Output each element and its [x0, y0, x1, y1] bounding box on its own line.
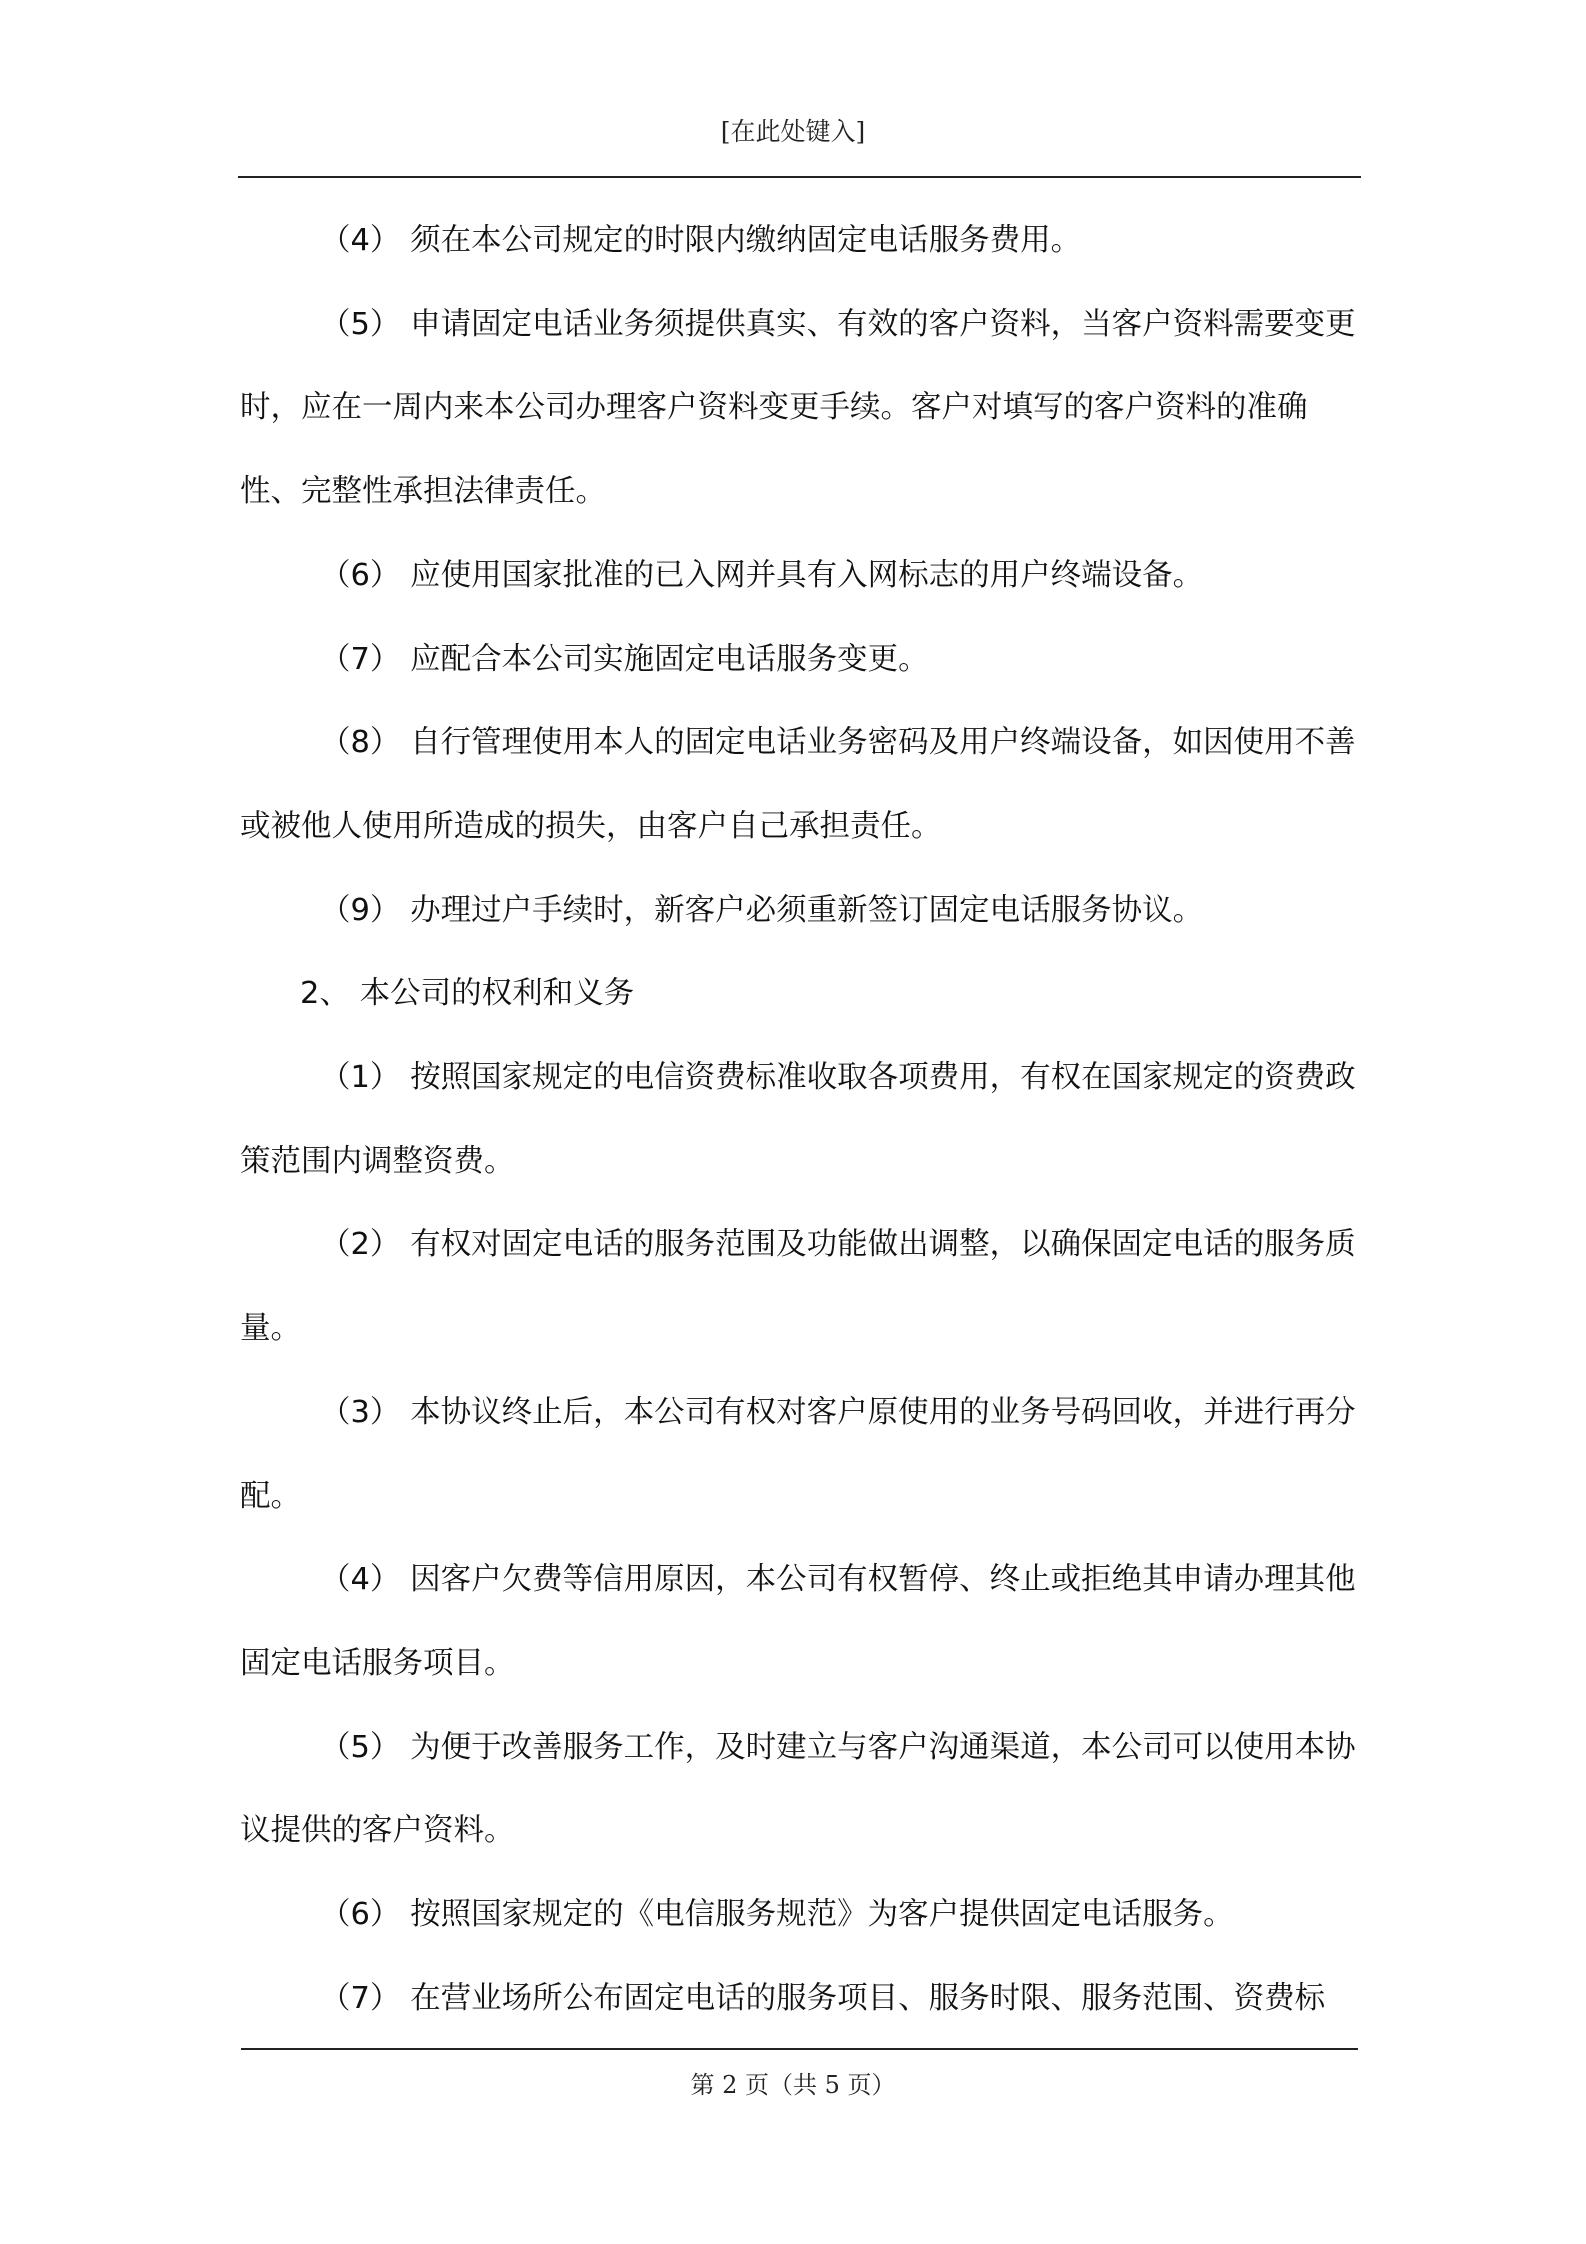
page-header: [在此处键入]: [720, 117, 866, 146]
paragraph: （9） 办理过户手续时，新客户必须重新签订固定电话服务协议。: [320, 892, 1204, 928]
paragraph: （3） 本协议终止后，本公司有权对客户原使用的业务号码回收，并进行再分配。: [240, 1394, 1356, 1514]
paragraph: （4） 须在本公司规定的时限内缴纳固定电话服务费用。: [320, 223, 1082, 258]
paragraph: （5） 申请固定电话业务须提供真实、有效的客户资料，当客户资料需要变更时，应在一周内来本公司办理客户资料变更手续。客户对填写的客户资料的准确性、完整性承担法律责任。: [240, 306, 1356, 510]
paragraph: （1） 按照国家规定的电信资费标准收取各项费用，有权在国家规定的资费政策范围内调整资费。: [240, 1060, 1356, 1179]
header-rule: [238, 176, 1361, 178]
paragraph: （8） 自行管理使用本人的固定电话业务密码及用户终端设备，如因使用不善或被他人使用所造成的损失，由客户自己承担责任。: [240, 725, 1356, 844]
paragraph: （4） 因客户欠费等信用原因，本公司有权暂停、终止或拒绝其申请办理其他固定电话服务项目。: [240, 1562, 1356, 1681]
footer-rule: [241, 2048, 1358, 2050]
paragraph: （7） 在营业场所公布固定电话的服务项目、服务时限、服务范围、资费标: [320, 1980, 1326, 2016]
section-heading: 2、 本公司的权利和义务: [300, 976, 635, 1012]
paragraph: （6） 按照国家规定的《电信服务规范》为客户提供固定电话服务。: [320, 1897, 1234, 1933]
paragraph: （6） 应使用国家批准的已入网并具有入网标志的用户终端设备。: [320, 557, 1204, 593]
document-body: [240, 199, 1358, 2040]
paragraph: （7） 应配合本公司实施固定电话服务变更。: [320, 641, 929, 677]
paragraph: （5） 为便于改善服务工作，及时建立与客户沟通渠道，本公司可以使用本协议提供的客户资料。: [240, 1729, 1356, 1849]
page-footer: 第 2 页（共 5 页）: [690, 2071, 896, 2099]
paragraph: （2） 有权对固定电话的服务范围及功能做出调整，以确保固定电话的服务质量。: [240, 1227, 1356, 1347]
